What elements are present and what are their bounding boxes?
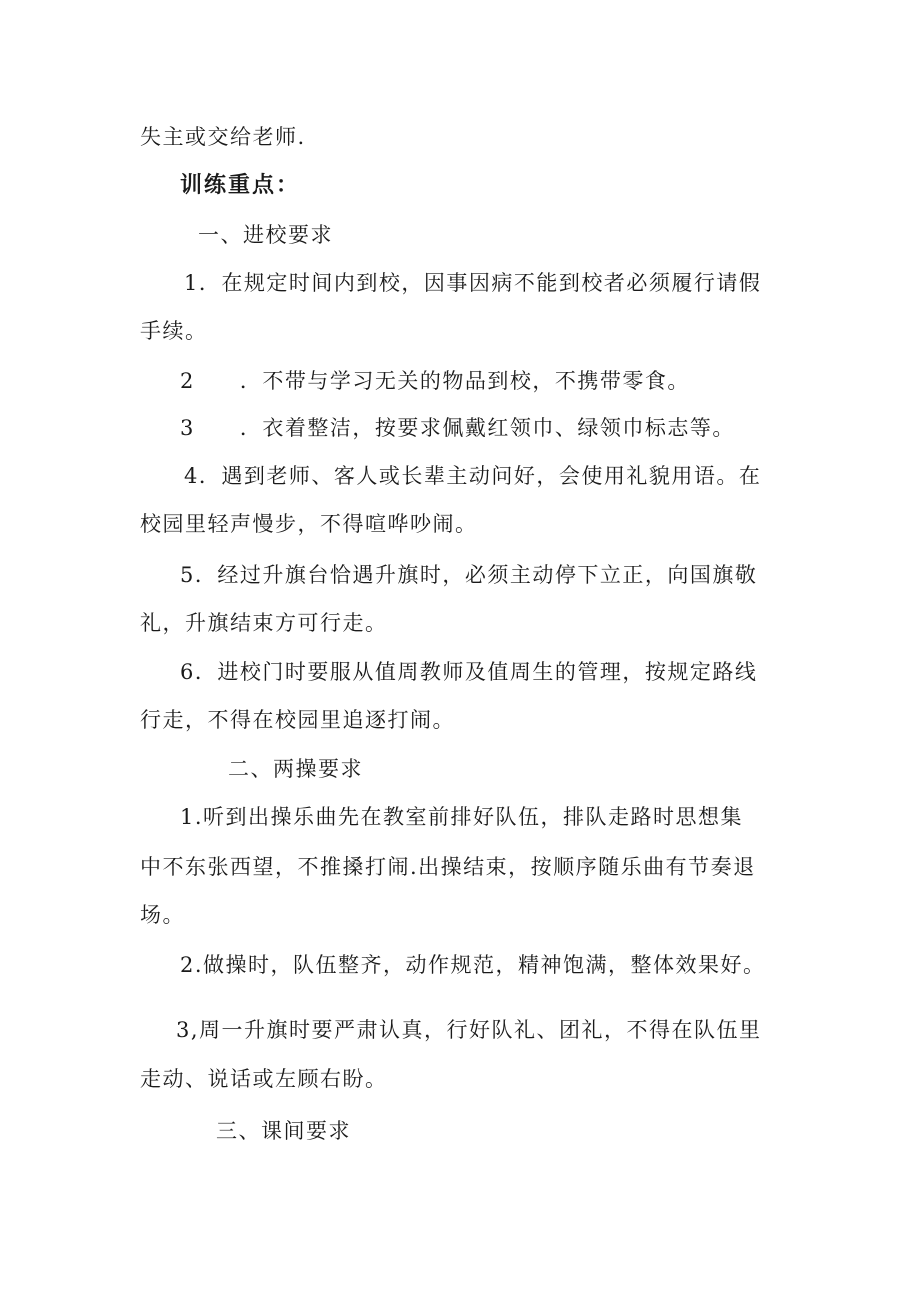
paragraph-line: 场。	[140, 903, 185, 927]
paragraph-line: 礼，升旗结束方可行走。	[140, 611, 388, 635]
paragraph-line: 中不东张西望，不推搡打闹.出操结束，按顺序随乐曲有节奏退	[140, 855, 756, 879]
paragraph-line: 2.做操时，队伍整齐，动作规范，精神饱满，整体效果好。	[180, 953, 766, 977]
paragraph-line: 6．进校门时要服从值周教师及值周生的管理，按规定路线	[180, 660, 758, 684]
training-heading: 训练重点：	[180, 173, 301, 198]
paragraph-line: 1.听到出操乐曲先在教室前排好队伍，排队走路时思想集	[180, 805, 744, 829]
paragraph-line: 手续。	[140, 319, 208, 343]
paragraph-line: 4．遇到老师、客人或长辈主动问好，会使用礼貌用语。在	[184, 464, 762, 488]
paragraph-line: 1．在规定时间内到校，因事因病不能到校者必须履行请假	[184, 271, 762, 295]
section-title-recess: 三、课间要求	[216, 1119, 351, 1143]
paragraph-line: 走动、说话或左顾右盼。	[140, 1067, 388, 1091]
paragraph-line: 3,周一升旗时要严肃认真，行好队礼、团礼，不得在队伍里	[176, 1018, 762, 1042]
paragraph-line: 行走，不得在校园里追逐打闹。	[140, 708, 455, 732]
section-title-exercise: 二、两操要求	[228, 757, 363, 781]
continuation-text: 失主或交给老师.	[140, 125, 306, 149]
section-title-entry: 一、进校要求	[198, 223, 333, 247]
paragraph-line: 2 ．不带与学习无关的物品到校，不携带零食。	[180, 369, 690, 393]
paragraph-line: 5．经过升旗台恰遇升旗时，必须主动停下立正，向国旗敬	[180, 563, 758, 587]
paragraph-line: 校园里轻声慢步，不得喧哗吵闹。	[140, 512, 478, 536]
paragraph-line: 3 ．衣着整洁，按要求佩戴红领巾、绿领巾标志等。	[180, 416, 735, 440]
